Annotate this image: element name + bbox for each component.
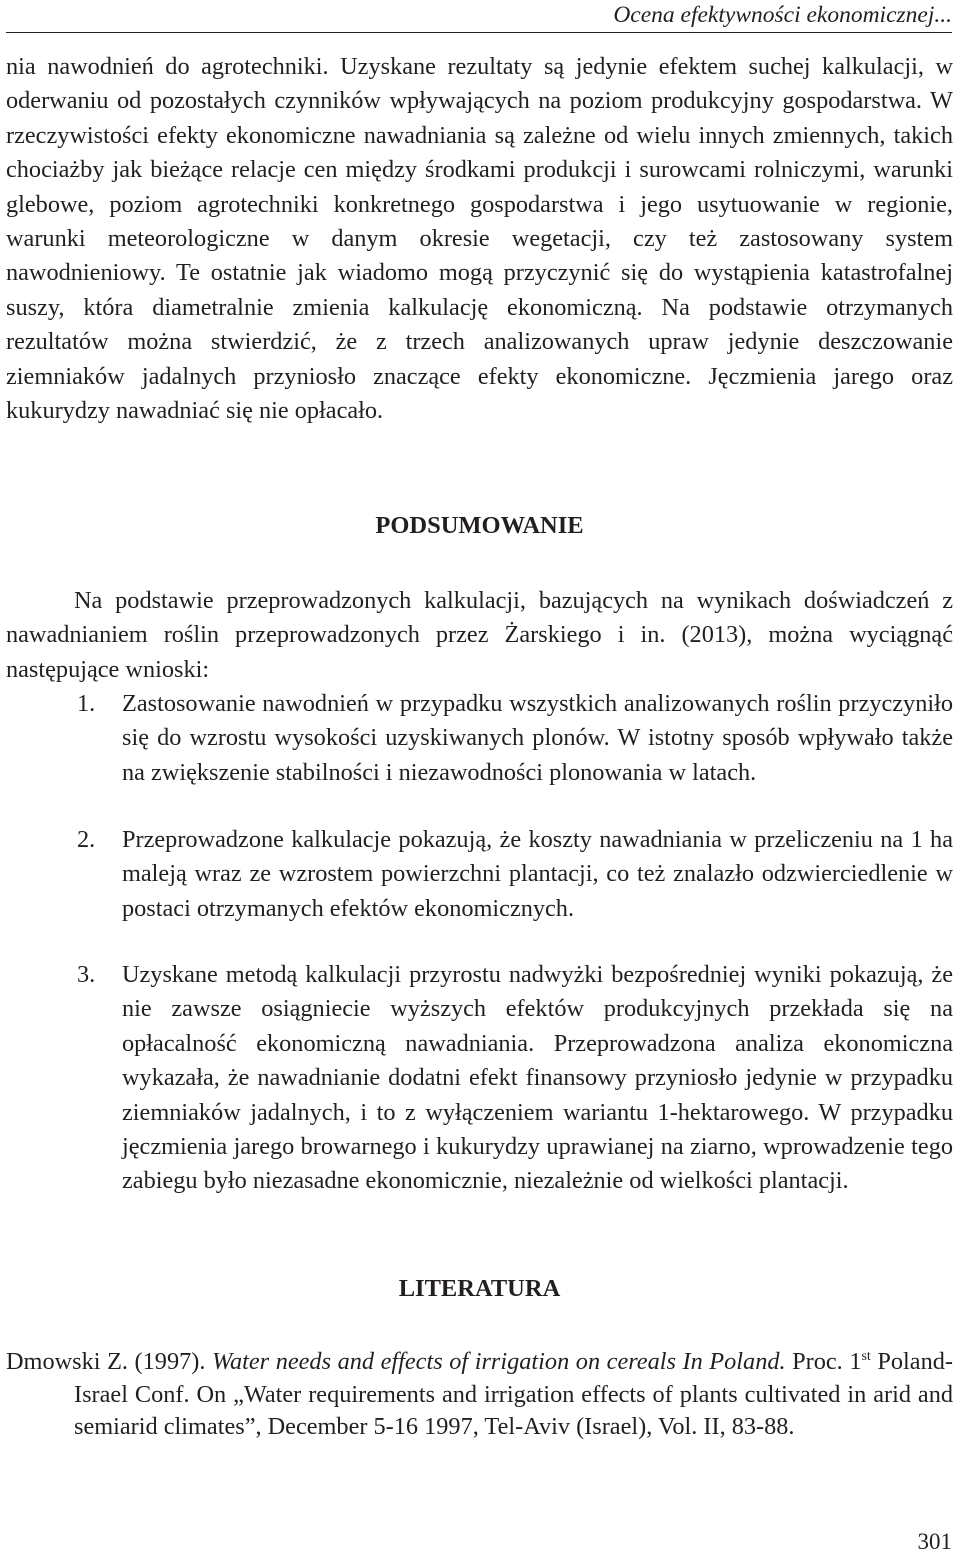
reference-proc: Proc. 1: [785, 1348, 862, 1375]
conclusion-item-1: [6, 687, 953, 790]
reference-ordinal-superscript: st: [861, 1349, 871, 1364]
reference-details: Poland-Israel Conf. On „Water requirements and irrigation effects of plants cultivated in arid and semiarid climates”, December 5-16 1997, Tel-Aviv (Israel), Vol. II, 83-88.: [74, 1348, 953, 1440]
conclusion-text: Przeprowadzone kalkulacje pokazują, że koszty nawadniania w przeliczeniu na 1 ha maleją wraz ze wzrostem powierzchni plantacji, co też znalazło odzwierciedlenie w postaci otrzymanych efektów ekonomicznych.: [122, 826, 953, 922]
page-number: 301: [917, 1529, 952, 1554]
reference-entry: [6, 1346, 953, 1444]
summary-heading: PODSUMOWANIE: [375, 512, 584, 539]
conclusion-text: Zastosowanie nawodnień w przypadku wszystkich analizowanych roślin przyczyniło się do wzrostu wysokości uzyskiwanych plonów. W istotny sposób wpływało także na zwiększenie stabilności i niezawodności plonowania w latach.: [122, 690, 953, 786]
conclusion-number: 3.: [77, 961, 96, 988]
conclusion-number: 2.: [77, 826, 96, 853]
conclusion-item-3: [6, 958, 953, 1199]
conclusion-number: 1.: [77, 690, 96, 717]
reference-title: Water needs and effects of irrigation on cereals In Poland.: [211, 1348, 786, 1375]
reference-author-year: Dmowski Z. (1997).: [6, 1348, 212, 1375]
conclusion-text: Uzyskane metodą kalkulacji przyrostu nadwyżki bezpośredniej wyniki pokazują, że nie zawsze osiągniecie wyższych efektów produkcyjnych przekłada się na opłacalność ekonomiczną nawadniania. Przeprowadzona analiza ekonomiczna wykazała, że nawadnianie dodatni efekt finansowy przyniosło jedynie w przypadku ziemniaków jadalnych, i to z wyłączeniem wariantu 1-hektarowego. W przypadku jęczmienia jarego browarnego i kukurydzy uprawianej na ziarno, wprowadzenie tego zabiegu było niezasadne ekonomicznie, niezależnie od wielkości plantacji.: [122, 961, 953, 1195]
summary-intro: Na podstawie przeprowadzonych kalkulacji, bazujących na wynikach doświadczeń z nawadnianiem roślin przeprowadzonych przez Żarskiego i in. (2013), można wyciągnąć następujące wnioski:: [6, 587, 953, 683]
conclusion-item-2: [6, 823, 953, 926]
body-paragraph: nia nawodnień do agrotechniki. Uzyskane rezultaty są jedynie efektem suchej kalkulacji, w oderwaniu od pozostałych czynników wpływających na poziom produkcyjny gospodarstwa. W rzeczywistości efekty ekonomiczne nawadniania są zależne od wielu innych zmiennych, takich chociażby jak bieżące relacje cen między środkami produkcji i surowcami rolniczymi, warunki glebowe, poziom agrotechniki konkretnego gospodarstwa i jego usytuowanie w regionie, warunki meteorologiczne w danym okresie wegetacji, czy też zastosowany system nawodnieniowy. Te ostatnie jak wiadomo mogą przyczynić się do wystąpienia katastrofalnej suszy, która diametralnie zmienia kalkulację ekonomiczną. Na podstawie otrzymanych rezultatów można stwierdzić, że z trzech analizowanych upraw jedynie deszczowanie ziemniaków jadalnych przyniosło znaczące efekty ekonomiczne. Jęczmienia jarego oraz kukurydzy nawadniać się nie opłacało.: [6, 53, 953, 425]
running-head: [6, 0, 952, 33]
running-head-title: Ocena efektywności ekonomicznej...: [613, 2, 952, 28]
literature-heading: LITERATURA: [398, 1275, 561, 1302]
